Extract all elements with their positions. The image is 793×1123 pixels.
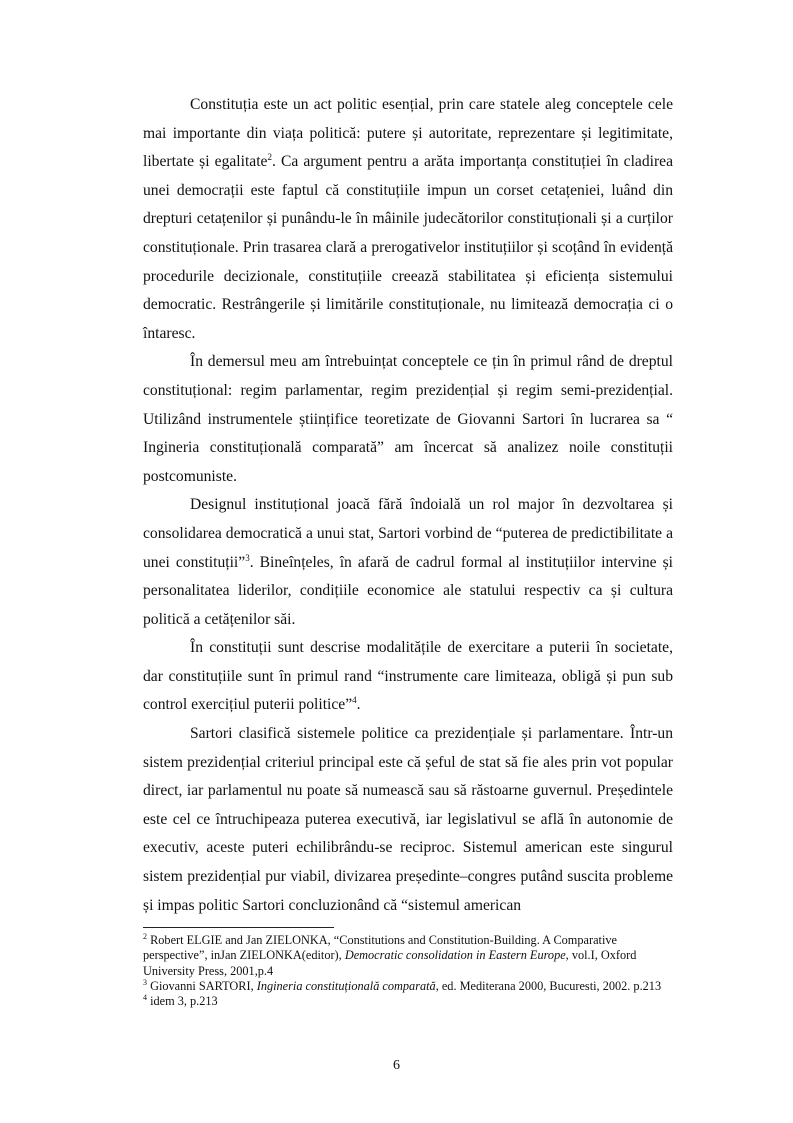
paragraph-approach: [143, 348, 673, 491]
footnote-book-title: Ingineria constituțională comparată: [256, 978, 436, 993]
main-body-text: [143, 91, 673, 920]
paragraph-text: . Ca argument pentru a arăta importanța constituției în cladirea unei democrații este faptul că constituțiile impun un corset cetațeniei, luând din drepturi cetațenilor și punându-le în mâinile judecătorilor constituționali și a curților constituționale. Prin trasarea clară a prerogativelor instituțiilor și scoțând în evidență procedurile decizionale, constituțiile creează stabilitatea și eficiența sistemului democratic. Restrângerile și limitările constituționale, nu limitează democrația ci o întaresc.: [143, 153, 674, 342]
footnotes: [143, 933, 673, 1009]
footnote-text: idem 3, p.213: [147, 994, 218, 1009]
footnote-separator: [143, 927, 334, 928]
paragraph-text: Sartori clasifică sistemele politice ca prezidențiale și parlamentare. Într-un sistem prezidențial criteriul principal este că șeful de stat să fie ales prin vot popular direct, iar parlamentul nu poate să numească sau să răstoarne guvernul. Președintele este cel ce întruchipeaza puterea executivă, iar legislativul se află în autonomie de executiv, aceste puteri echilibrându-se reciproc. Sistemul american este singurul sistem prezidențial pur viabil, divizarea președinte–congres putând suscita probleme și impas politic Sartori concluzionând că “sistemul american: [143, 725, 673, 914]
paragraph-sartori-classification: [143, 720, 673, 920]
paragraph-text: . Bineînțeles, în afară de cadrul formal al instituțiilor intervine și personalitatea liderilor, condițiile economice ale statului respectiv ca și cultura politică a cetățenilor săi.: [143, 553, 673, 628]
footnote-reference[interactable]: 4: [352, 695, 357, 706]
paragraph-text: Constituția este un act politic esențial, prin care statele aleg conceptele cele mai importante din viața politică: putere și autoritate, reprezentare și legitimitate, libertate și egalitate: [143, 96, 673, 171]
footnote-book-title: Democratic consolidation in Eastern Europe: [344, 948, 566, 963]
paragraph-institutional-design: [143, 491, 673, 634]
footnote-number: 3: [143, 977, 147, 987]
footnote-item: [143, 979, 673, 994]
footnote-text: Robert ELGIE and Jan ZIELONKA, “Constitutions and Constitution-Building. A Comparative perspective”: [143, 933, 617, 963]
footnote-reference[interactable]: 3: [245, 552, 250, 563]
paragraph-exercise-of-power: [143, 634, 673, 720]
footnote-number: 2: [143, 932, 147, 941]
footnote-reference[interactable]: 2: [267, 152, 272, 163]
paragraph-text: .: [356, 696, 361, 714]
page-number: 6: [393, 1058, 400, 1073]
footnote-text: Giovanni SARTORI,: [147, 978, 257, 993]
paragraph-constitution-role: [143, 91, 673, 348]
footnote-text: , vol.I, Oxford University Press, 2001,p.4: [143, 948, 637, 978]
footnote-text: , inJan ZIELONKA(editor),: [204, 948, 345, 963]
paragraph-text: În demersul meu am întrebuințat conceptele ce țin în primul rând de dreptul constituțional: regim parlamentar, regim prezidențial și regim semi-prezidențial. Utilizând instrumentele științifice teoretizate de Giovanni Sartori în lucrarea sa “ Ingineria constituțională comparată” am încercat să analizez noile constituții postcomuniste.: [143, 353, 673, 485]
footnote-item: [143, 933, 673, 979]
footnote-item: [143, 994, 673, 1009]
paragraph-text: Designul instituțional joacă fără îndoială un rol major în dezvoltarea și consolidarea democratică a unui stat, Sartori vorbind de “puterea de predictibilitate a unei constituții”: [143, 496, 673, 571]
footnote-number: 4: [143, 993, 147, 1003]
footnote-text: , ed. Mediterana 2000, Bucuresti, 2002. p.213: [435, 978, 662, 993]
paragraph-text: În constituții sunt descrise modalitățile de exercitare a puterii în societate, dar constituțiile sunt în primul rand “instrumente care limiteaza, obligă și pun sub control exercițiul puterii politice”: [143, 639, 673, 714]
